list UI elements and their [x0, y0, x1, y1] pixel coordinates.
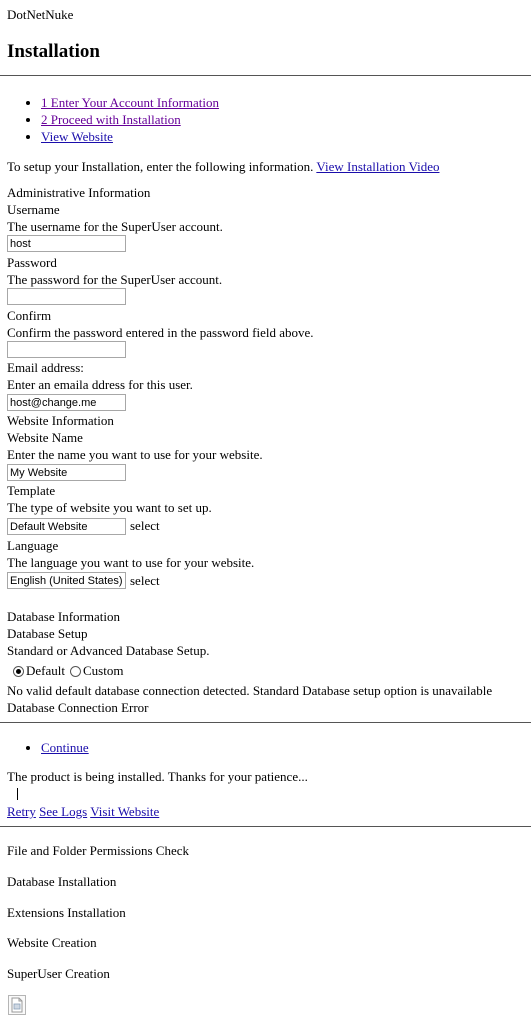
password-help: The password for the SuperUser account. [7, 272, 223, 287]
page-title: Installation [7, 41, 100, 62]
radio-custom[interactable] [70, 666, 81, 677]
username-help: The username for the SuperUser account. [7, 219, 223, 234]
check-item-website: Website Creation [7, 935, 97, 950]
language-combo-input[interactable] [7, 572, 126, 589]
continue-link[interactable]: Continue [41, 740, 89, 755]
radio-custom-label[interactable]: Custom [82, 663, 124, 678]
continue-item [41, 739, 89, 756]
step-item-proceed [41, 111, 219, 128]
installation-video-link[interactable]: View Installation Video [316, 159, 440, 174]
username-label: Username [7, 202, 60, 217]
check-item-permissions: File and Folder Permissions Check [7, 843, 189, 858]
step-link-proceed[interactable]: 2 Proceed with Installation [41, 112, 181, 127]
step-link-view-website[interactable]: View Website [41, 129, 113, 144]
database-setup-label: Database Setup [7, 626, 88, 641]
intro-text: To setup your Installation, enter the following information. [7, 159, 314, 174]
form-divider [0, 722, 531, 723]
step-item-account [41, 94, 219, 111]
progress-divider [0, 826, 531, 827]
language-select-label[interactable]: select [130, 573, 160, 588]
radio-default[interactable] [13, 666, 24, 677]
website-name-help: Enter the name you want to use for your website. [7, 447, 263, 462]
language-label: Language [7, 538, 59, 553]
database-setup-help: Standard or Advanced Database Setup. [7, 643, 210, 658]
database-error: Database Connection Error [7, 700, 149, 715]
text-cursor [17, 788, 18, 800]
email-help: Enter an emaila ddress for this user. [7, 377, 193, 392]
website-section-heading: Website Information [7, 413, 114, 428]
database-setup-options [13, 663, 123, 679]
confirm-password-input[interactable] [7, 341, 126, 358]
database-warning: No valid default database connection detected. Standard Database setup option is unavailable [7, 683, 493, 698]
email-label: Email address: [7, 360, 84, 375]
brand-text: DotNetNuke [7, 7, 74, 22]
admin-section-heading: Administrative Information [7, 185, 151, 200]
password-label: Password [7, 255, 57, 270]
confirm-help: Confirm the password entered in the password field above. [7, 325, 314, 340]
intro-row [7, 159, 439, 175]
template-label: Template [7, 483, 56, 498]
broken-image-icon [8, 995, 26, 1015]
check-item-superuser: SuperUser Creation [7, 966, 110, 981]
confirm-label: Confirm [7, 308, 52, 323]
radio-default-label[interactable]: Default [26, 663, 65, 678]
see-logs-link[interactable]: See Logs [39, 804, 88, 819]
steps-nav [0, 94, 219, 145]
step-item-view [41, 128, 219, 145]
check-item-database: Database Installation [7, 874, 117, 889]
password-input[interactable] [7, 288, 126, 305]
retry-link[interactable]: Retry [7, 804, 36, 819]
header-divider [0, 75, 531, 76]
check-item-extensions: Extensions Installation [7, 905, 126, 920]
template-help: The type of website you want to set up. [7, 500, 212, 515]
language-help: The language you want to use for your website. [7, 555, 255, 570]
website-name-input[interactable] [7, 464, 126, 481]
continue-list [0, 739, 89, 756]
template-select-label[interactable]: select [130, 518, 160, 533]
website-name-label: Website Name [7, 430, 83, 445]
email-input[interactable] [7, 394, 126, 411]
username-input[interactable] [7, 235, 126, 252]
progress-links [7, 804, 159, 820]
database-section-heading: Database Information [7, 609, 120, 624]
step-link-account[interactable]: 1 Enter Your Account Information [41, 95, 220, 110]
template-combo-input[interactable] [7, 518, 126, 535]
progress-message: The product is being installed. Thanks for your patience... [7, 769, 308, 784]
visit-website-link[interactable]: Visit Website [90, 804, 160, 819]
